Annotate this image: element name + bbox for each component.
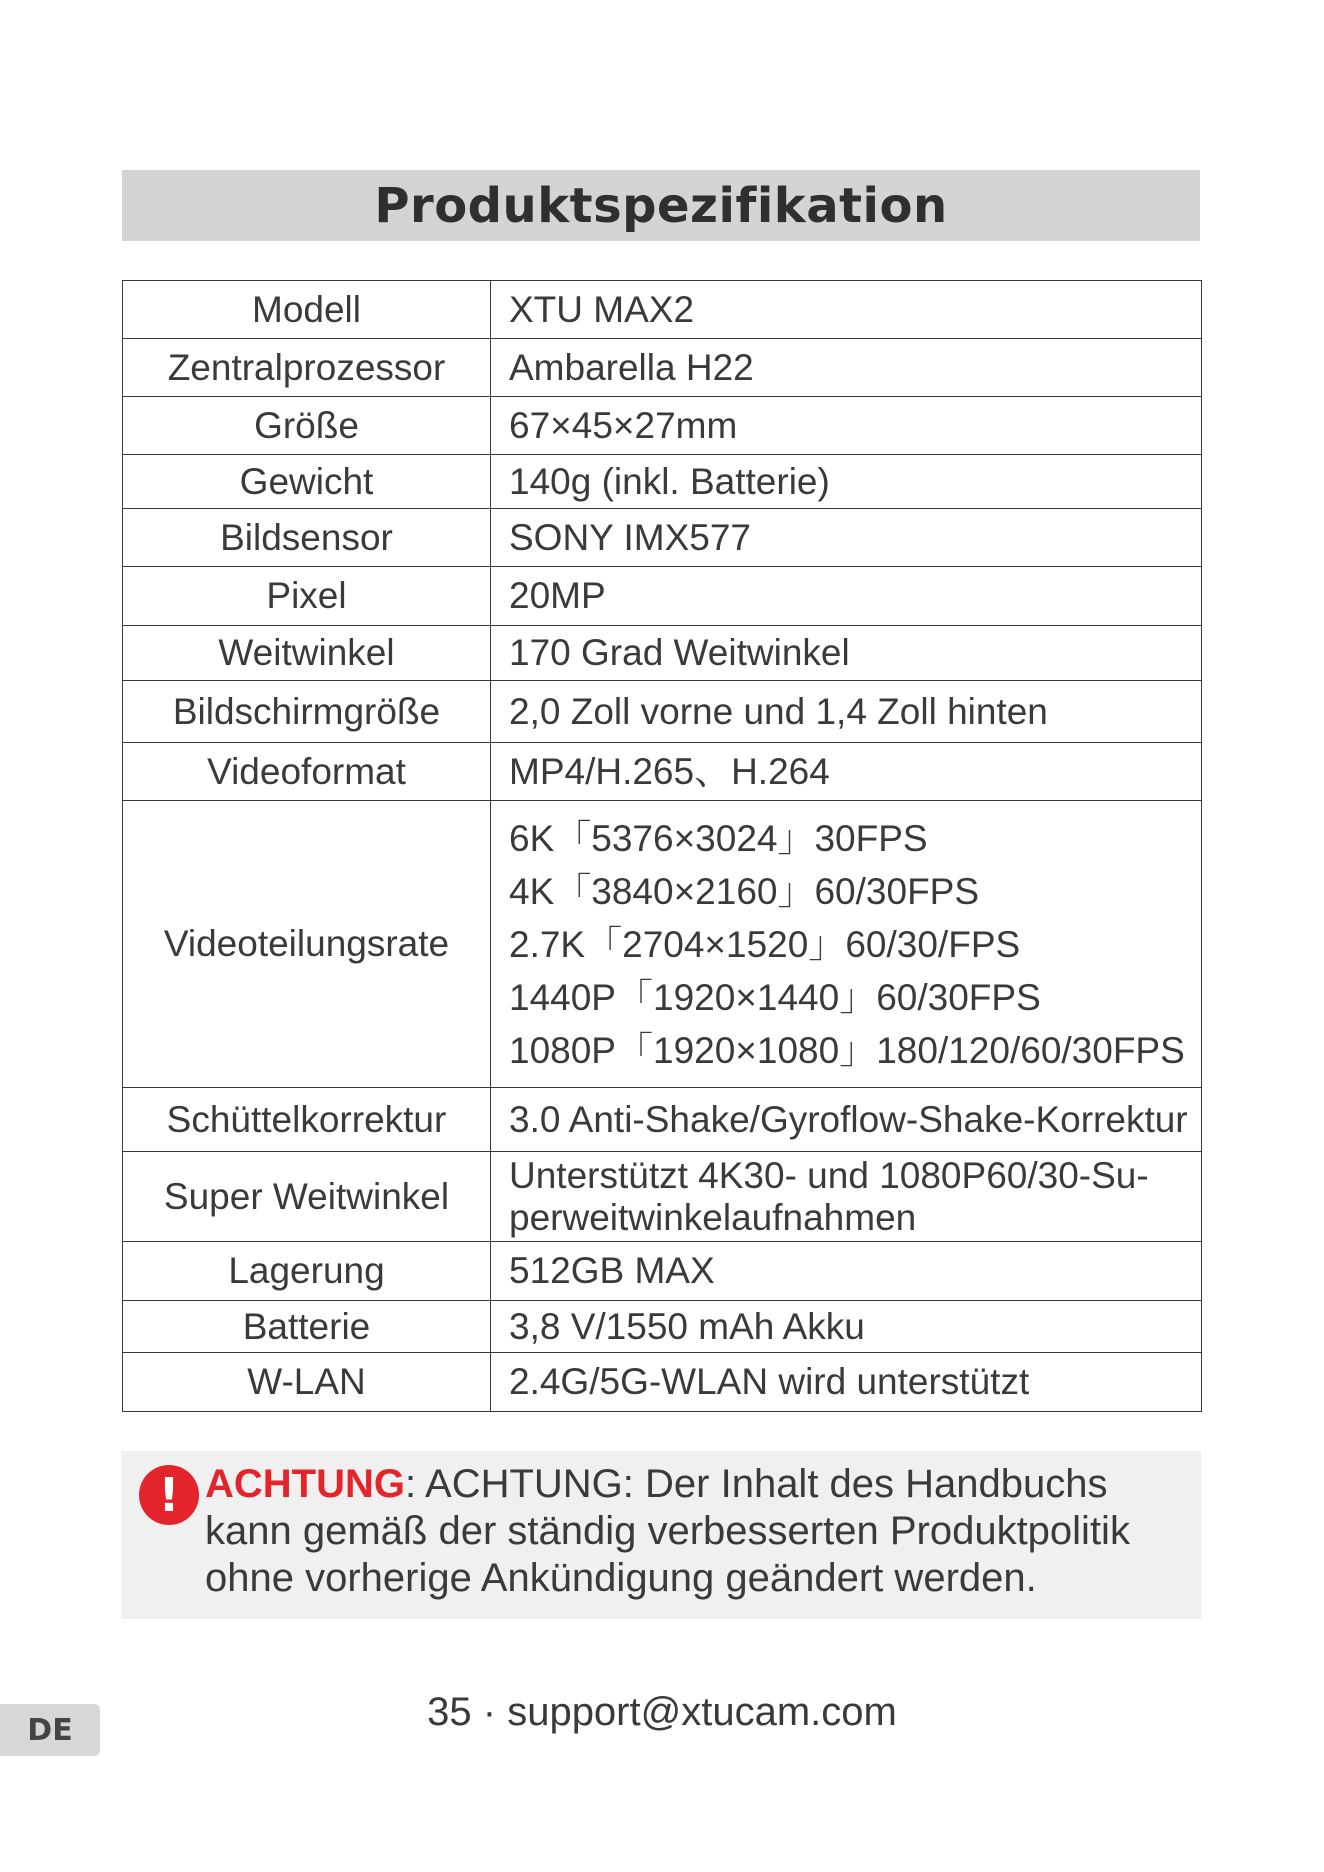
- spec-key: Gewicht: [123, 455, 491, 509]
- table-row: [123, 567, 1202, 626]
- spec-key: Videoformat: [123, 743, 491, 801]
- spec-value: 140g (inkl. Batterie): [491, 455, 1202, 509]
- notice-label: ACHTUNG: [205, 1462, 405, 1506]
- spec-value: Unterstützt 4K30- und 1080P60/30-Su-perweitwinkelaufnahmen: [491, 1152, 1202, 1242]
- language-tab: DE: [0, 1704, 100, 1756]
- resolution-line: 2.7K「2704×1520」60/30/FPS: [509, 923, 1021, 965]
- table-row: [123, 1088, 1202, 1152]
- spec-key: Schüttelkorrektur: [123, 1088, 491, 1152]
- spec-key: Modell: [123, 281, 491, 339]
- table-row: [123, 1301, 1202, 1353]
- spec-value: XTU MAX2: [491, 281, 1202, 339]
- exclamation-icon: !: [139, 1465, 199, 1525]
- spec-key: Bildsensor: [123, 509, 491, 567]
- table-row: [123, 743, 1202, 801]
- spec-value: 2,0 Zoll vorne und 1,4 Zoll hinten: [491, 681, 1202, 743]
- spec-value: SONY IMX577: [491, 509, 1202, 567]
- spec-key: Batterie: [123, 1301, 491, 1353]
- notice-text: [205, 1461, 1195, 1602]
- spec-value: 3,8 V/1550 mAh Akku: [491, 1301, 1202, 1353]
- spec-key: Weitwinkel: [123, 626, 491, 681]
- spec-value: 67×45×27mm: [491, 397, 1202, 455]
- table-row: [123, 281, 1202, 339]
- spec-key: Größe: [123, 397, 491, 455]
- table-row: [123, 1353, 1202, 1412]
- table-row: [123, 509, 1202, 567]
- spec-key: Zentralprozessor: [123, 339, 491, 397]
- spec-key: Bildschirmgröße: [123, 681, 491, 743]
- spec-key: Super Weitwinkel: [123, 1152, 491, 1242]
- resolution-line: 1080P「1920×1080」180/120/60/30FPS: [509, 1029, 1185, 1071]
- spec-value: MP4/H.265、H.264: [491, 743, 1202, 801]
- resolution-line: 6K「5376×3024」30FPS: [509, 817, 928, 859]
- spec-value: 20MP: [491, 567, 1202, 626]
- table-row: [123, 801, 1202, 1088]
- page-title: Produktspezifikation: [374, 177, 948, 234]
- resolution-line: 1440P「1920×1440」60/30FPS: [509, 976, 1041, 1018]
- spec-value: Ambarella H22: [491, 339, 1202, 397]
- spec-value: 2.4G/5G-WLAN wird unterstützt: [491, 1353, 1202, 1412]
- page-footer: 35 · support@xtucam.com: [427, 1690, 897, 1734]
- table-row: [123, 681, 1202, 743]
- table-row: [123, 455, 1202, 509]
- table-row: [123, 1152, 1202, 1242]
- spec-key: Pixel: [123, 567, 491, 626]
- resolution-line: 4K「3840×2160」60/30FPS: [509, 870, 980, 912]
- spec-value: 512GB MAX: [491, 1242, 1202, 1301]
- table-row: [123, 1242, 1202, 1301]
- spec-key: Lagerung: [123, 1242, 491, 1301]
- notice-box: [121, 1451, 1201, 1619]
- spec-value: 3.0 Anti-Shake/Gyroflow-Shake-Korrektur: [491, 1088, 1202, 1152]
- notice-body: ACHTUNG: Der Inhalt des Handbuchs kann gemäß der ständig verbesserten Produktpolitik ohne vorherige Ankündigung geändert werden.: [205, 1462, 1130, 1600]
- spec-key: Videoteilungsrate: [123, 801, 491, 1088]
- table-row: [123, 339, 1202, 397]
- table-row: [123, 397, 1202, 455]
- spec-key: W-LAN: [123, 1353, 491, 1412]
- spec-table: [122, 280, 1202, 1412]
- title-bar: [122, 170, 1200, 241]
- notice-separator: :: [404, 1462, 426, 1506]
- spec-value: 170 Grad Weitwinkel: [491, 626, 1202, 681]
- table-row: [123, 626, 1202, 681]
- spec-value-list: [491, 801, 1202, 1088]
